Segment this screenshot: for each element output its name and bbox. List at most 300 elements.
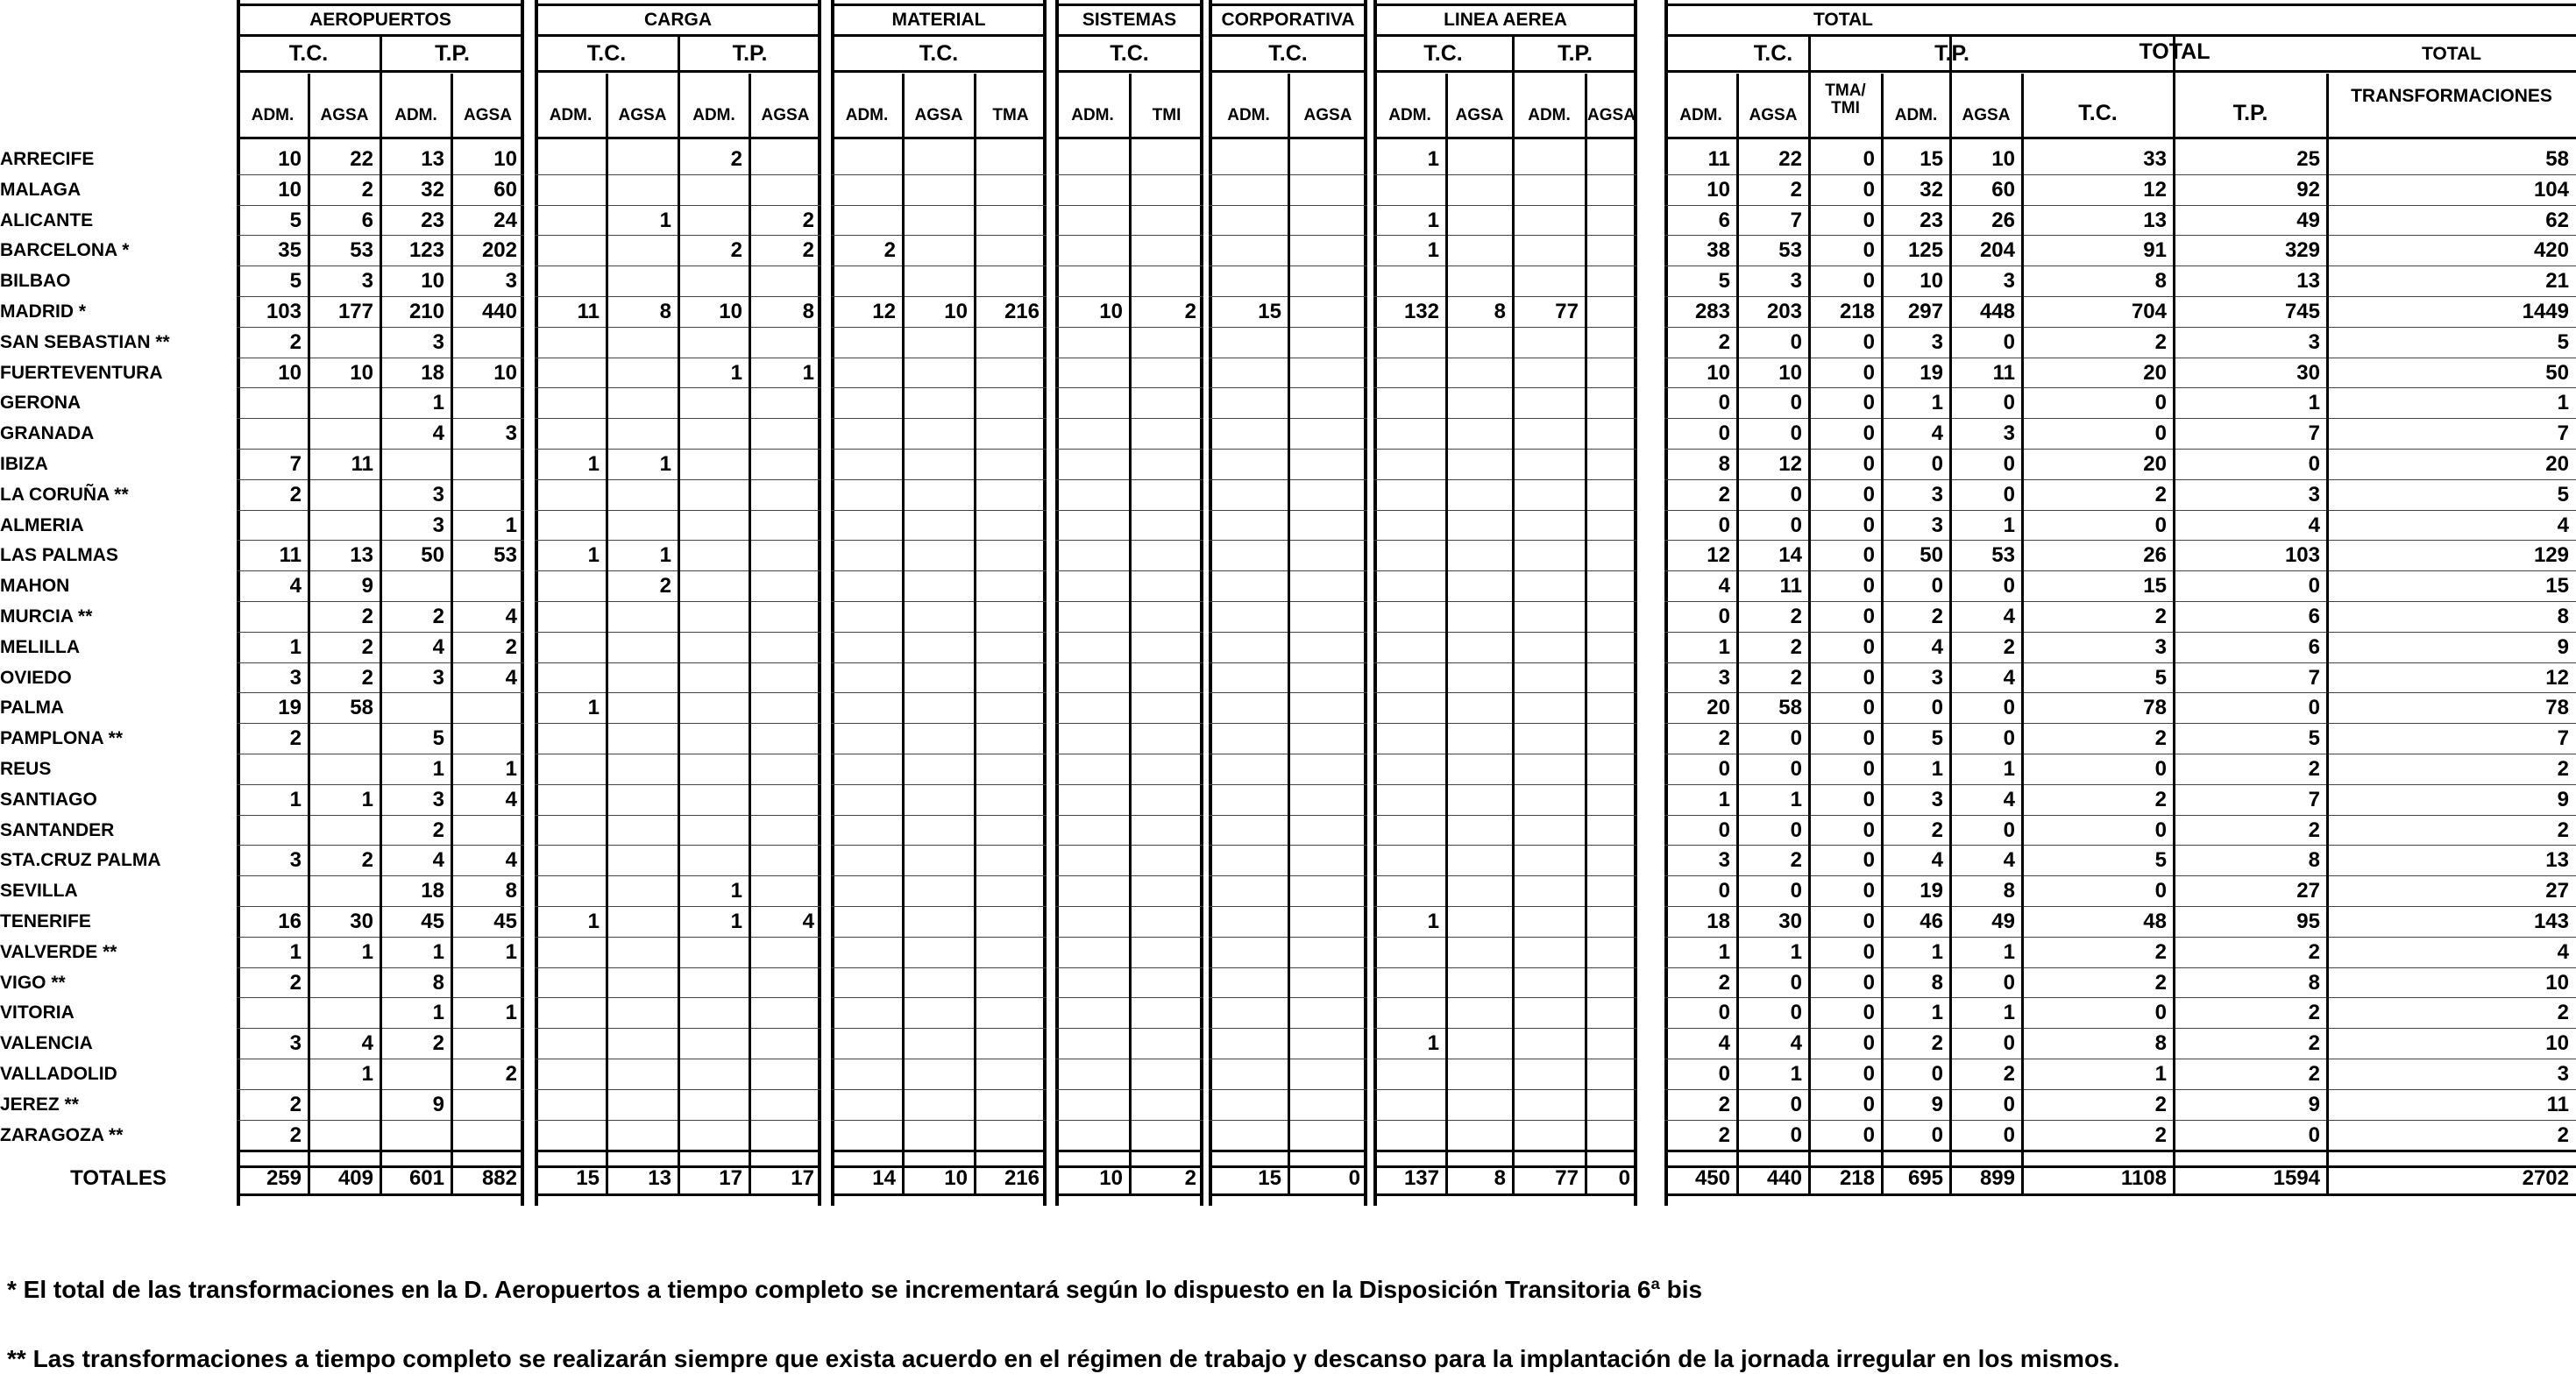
table-cell: 0 [1718, 1062, 1730, 1086]
table-cell: 91 [2143, 238, 2167, 263]
totals-cell: 0 [1348, 1166, 1360, 1191]
table-cell: 0 [1863, 513, 1875, 537]
row-label: LA CORUÑA ** [0, 484, 129, 505]
table-cell: 20 [2143, 360, 2167, 385]
table-cell: 2 [1790, 605, 1802, 628]
row-label: VITORIA [0, 1002, 75, 1023]
table-cell: 1 [1427, 208, 1439, 232]
table-cell: 12 [872, 300, 896, 323]
table-cell: 0 [1863, 391, 1875, 415]
rule-line [1373, 662, 1637, 663]
table-cell: 0 [1863, 757, 1875, 781]
table-cell: 4 [505, 787, 517, 811]
table-cell: 0 [2003, 1092, 2015, 1116]
table-cell: 0 [1790, 482, 1802, 506]
rule-line [831, 174, 1047, 175]
totals-cell: 218 [1839, 1166, 1875, 1191]
table-cell: 9 [2557, 787, 2569, 811]
column-header: AGSA [1962, 106, 2011, 124]
table-cell: 11 [1707, 147, 1730, 171]
row-label: VALVERDE ** [0, 941, 117, 962]
totals-cell: 14 [872, 1166, 896, 1191]
table-cell: 2 [2154, 329, 2167, 354]
table-cell: 23 [421, 208, 444, 232]
table-cell: 103 [266, 300, 302, 323]
table-cell: 2 [1790, 665, 1802, 690]
totals-cell: 695 [1907, 1166, 1943, 1191]
table-cell: 0 [2003, 818, 2015, 842]
table-cell: 15 [1920, 147, 1943, 171]
column-header: ADM. [549, 106, 593, 124]
table-cell: 0 [1863, 482, 1875, 506]
table-cell: 283 [1694, 300, 1730, 323]
column-header: AGSA [320, 106, 369, 124]
table-cell: 1 [659, 208, 671, 232]
row-label: SEVILLA [0, 881, 78, 902]
table-cell: 0 [1863, 1092, 1875, 1116]
table-cell: 0 [1863, 939, 1875, 964]
table-cell: 2 [2154, 970, 2167, 995]
table-cell: 5 [2154, 665, 2167, 690]
footnote-1: * El total de las transformaciones en la D. Aeropuertos a tiempo completo se incrementará según lo dispuesto en la Disposición Transitoria 6ª bis [7, 1276, 1703, 1303]
rule-line [1373, 632, 1637, 633]
rule-line [237, 1193, 524, 1196]
totals-cell: 440 [1766, 1166, 1802, 1191]
table-cell: 129 [2533, 543, 2569, 568]
table-cell: 2 [2308, 1031, 2320, 1056]
column-divider [1445, 74, 1448, 1193]
table-cell: 13 [2545, 848, 2569, 873]
table-block-frame [1373, 0, 1637, 1206]
row-label: PALMA [0, 698, 65, 719]
row-label: OVIEDO [0, 667, 72, 688]
table-cell: 2 [2557, 818, 2569, 842]
table-cell: 8 [659, 300, 671, 323]
rule-line [831, 540, 1047, 541]
table-cell: 50 [2545, 360, 2569, 385]
table-cell: 210 [408, 300, 444, 323]
table-cell: 7 [2557, 726, 2569, 751]
table-cell: 2 [1718, 726, 1730, 751]
column-header: ADM. [1894, 106, 1938, 124]
group-header: LINEA AEREA [1444, 10, 1567, 30]
table-cell: 2 [361, 605, 373, 628]
table-cell: 1 [587, 910, 600, 933]
table-cell: 3 [432, 787, 444, 811]
totals-cell: 216 [1004, 1166, 1040, 1191]
table-cell: 4 [1931, 421, 1943, 446]
table-cell: 4 [432, 421, 444, 446]
rule-line [831, 479, 1047, 480]
rule-line [831, 449, 1047, 450]
table-cell: 12 [1778, 452, 1802, 476]
table-cell: 0 [2003, 574, 2015, 598]
footnote-2: ** Las transformaciones a tiempo completo se realizarán siempre que exista acuerdo en el régimen de trabajo y descanso para la implantación de la jornada irregular en los mismos. [7, 1345, 2120, 1372]
table-cell: 1 [1931, 1001, 1943, 1025]
rule-line [831, 875, 1047, 876]
table-cell: 5 [2154, 848, 2167, 873]
subgroup-header: T.P. [1558, 41, 1593, 66]
rule-line [831, 510, 1047, 511]
table-cell: 10 [1099, 300, 1123, 323]
group-header: CARGA [644, 10, 712, 30]
table-cell: 1449 [2522, 300, 2569, 323]
table-cell: 0 [1863, 696, 1875, 720]
table-cell: 1 [432, 1001, 444, 1025]
rule-line [1209, 1193, 1367, 1196]
table-cell: 0 [1790, 970, 1802, 995]
totals-cell: 17 [791, 1166, 814, 1191]
table-cell: 177 [337, 300, 373, 323]
column-header: ADM. [1071, 106, 1114, 124]
totals-cell: 882 [481, 1166, 517, 1191]
table-cell: 10 [1991, 147, 2015, 171]
table-cell: 0 [2003, 329, 2015, 354]
table-cell: 1 [1931, 391, 1943, 415]
table-cell: 15 [1258, 300, 1281, 323]
row-label: ZARAGOZA ** [0, 1124, 124, 1145]
table-cell: 3 [361, 269, 373, 294]
table-cell: 53 [1991, 543, 2015, 568]
column-header: ADM. [1679, 106, 1722, 124]
table-cell: 0 [1790, 513, 1802, 537]
column-header: AGSA [761, 106, 810, 124]
table-cell: 0 [2308, 452, 2320, 476]
table-cell: 92 [2296, 177, 2320, 202]
table-cell: 1 [289, 939, 302, 964]
table-cell: 0 [2308, 574, 2320, 598]
table-cell: 2 [1718, 482, 1730, 506]
table-cell: 26 [2143, 543, 2167, 568]
table-cell: 32 [1920, 177, 1943, 202]
table-cell: 33 [2143, 147, 2167, 171]
table-cell: 3 [2003, 269, 2015, 294]
rule-line [1373, 601, 1637, 602]
table-cell: 0 [1718, 421, 1730, 446]
table-cell: 2 [289, 1092, 302, 1116]
row-label: BILBAO [0, 271, 71, 292]
rule-line [831, 418, 1047, 419]
table-cell: 23 [1920, 208, 1943, 232]
column-header: ADM. [1388, 106, 1431, 124]
table-cell: 2 [1718, 329, 1730, 354]
table-cell: 10 [350, 360, 373, 385]
table-cell: 2 [432, 605, 444, 628]
table-cell: 0 [1790, 879, 1802, 903]
table-cell: 1 [659, 543, 671, 568]
table-cell: 4 [361, 1031, 373, 1056]
table-cell: 2 [289, 329, 302, 354]
table-cell: 1 [1427, 910, 1439, 933]
table-cell: 3 [1931, 329, 1943, 354]
rule-line [1373, 815, 1637, 816]
rule-line [831, 937, 1047, 938]
table-cell: 3 [2557, 1062, 2569, 1086]
table-cell: 10 [278, 177, 302, 202]
table-cell: 1 [1790, 939, 1802, 964]
table-cell: 0 [1931, 696, 1943, 720]
table-cell: 0 [1863, 787, 1875, 811]
table-cell: 2 [2003, 634, 2015, 659]
table-cell: 0 [1863, 848, 1875, 873]
column-divider [1585, 74, 1587, 1193]
table-cell: 2 [2154, 787, 2167, 811]
table-cell: 10 [493, 360, 517, 385]
table-cell: 5 [1718, 269, 1730, 294]
table-cell: 2 [1790, 634, 1802, 659]
table-cell: 1 [361, 787, 373, 811]
table-cell: 4 [432, 848, 444, 873]
table-cell: 2 [730, 238, 742, 263]
column-header: ADM. [845, 106, 889, 124]
table-cell: 8 [1494, 300, 1506, 323]
table-cell: 0 [1863, 634, 1875, 659]
table-cell: 216 [1004, 300, 1040, 323]
table-cell: 19 [1920, 360, 1943, 385]
table-cell: 6 [2308, 634, 2320, 659]
subgroup-header: T.C. [919, 41, 959, 66]
totals-cell: 259 [266, 1166, 302, 1191]
table-cell: 50 [421, 543, 444, 568]
table-cell: 1 [802, 360, 814, 385]
table-cell: 38 [1707, 238, 1730, 263]
table-cell: 1 [2003, 513, 2015, 537]
table-cell: 24 [493, 208, 517, 232]
table-cell: 2 [2154, 1123, 2167, 1147]
column-header: ADM. [251, 106, 295, 124]
table-cell: 1 [505, 757, 517, 781]
table-cell: 2 [2557, 1001, 2569, 1025]
rule-line [1664, 1150, 2576, 1152]
table-cell: 4 [2003, 787, 2015, 811]
table-cell: 3 [2308, 482, 2320, 506]
table-cell: 1 [505, 513, 517, 537]
table-cell: 0 [2154, 757, 2167, 781]
table-cell: 0 [1790, 726, 1802, 751]
table-cell: 11 [2546, 1092, 2569, 1116]
table-cell: 53 [493, 543, 517, 568]
row-label: STA.CRUZ PALMA [0, 850, 161, 871]
table-cell: 58 [350, 696, 373, 720]
row-label: IBIZA [0, 454, 48, 474]
table-cell: 0 [1863, 238, 1875, 263]
table-cell: 0 [2154, 513, 2167, 537]
table-cell: 22 [350, 147, 373, 171]
rule-line [831, 387, 1047, 388]
table-cell: 0 [1790, 1123, 1802, 1147]
table-cell: 27 [2296, 879, 2320, 903]
table-cell: 2 [659, 574, 671, 598]
table-cell: 2 [361, 665, 373, 690]
table-cell: 3 [432, 329, 444, 354]
table-cell: 0 [2154, 879, 2167, 903]
table-cell: 9 [2557, 634, 2569, 659]
table-cell: 3 [432, 665, 444, 690]
rule-line [1373, 449, 1637, 450]
table-cell: 11 [351, 452, 373, 476]
table-cell: 10 [421, 269, 444, 294]
subgroup-header: T.P. [435, 41, 470, 66]
table-cell: 0 [2308, 696, 2320, 720]
table-cell: 103 [2284, 543, 2320, 568]
table-cell: 0 [2003, 696, 2015, 720]
table-cell: 9 [361, 574, 373, 598]
table-cell: 7 [2308, 787, 2320, 811]
table-cell: 10 [1707, 177, 1730, 202]
table-cell: 27 [2545, 879, 2569, 903]
table-cell: 1 [1427, 238, 1439, 263]
table-cell: 4 [2308, 513, 2320, 537]
rule-line [1373, 387, 1637, 388]
table-cell: 2 [2154, 605, 2167, 628]
table-cell: 1 [587, 696, 600, 720]
table-cell: 30 [2296, 360, 2320, 385]
table-cell: 4 [1718, 1031, 1730, 1056]
rule-line [1373, 570, 1637, 571]
table-cell: 2 [730, 147, 742, 171]
table-cell: 104 [2533, 177, 2569, 202]
row-label: VALLADOLID [0, 1064, 117, 1084]
rule-line [831, 723, 1047, 724]
table-cell: 2 [2557, 1123, 2569, 1147]
table-cell: 5 [1931, 726, 1943, 751]
table-cell: 11 [1779, 574, 1802, 598]
rule-line [831, 845, 1047, 846]
table-cell: 10 [1707, 360, 1730, 385]
table-cell: 3 [289, 665, 302, 690]
table-cell: 0 [1863, 605, 1875, 628]
table-cell: 20 [1707, 696, 1730, 720]
table-cell: 9 [432, 1092, 444, 1116]
table-cell: 20 [2545, 452, 2569, 476]
subgroup-header: T.P. [1934, 41, 1969, 66]
table-cell: 0 [1718, 1001, 1730, 1025]
table-cell: 2 [1931, 605, 1943, 628]
table-cell: 3 [505, 269, 517, 294]
table-cell: 4 [1790, 1031, 1802, 1056]
table-cell: 202 [481, 238, 517, 263]
table-cell: 4 [2003, 848, 2015, 873]
table-cell: 10 [1778, 360, 1802, 385]
rule-line [831, 784, 1047, 785]
column-divider [902, 74, 905, 1193]
table-cell: 1 [730, 879, 742, 903]
table-cell: 12 [2545, 665, 2569, 690]
table-cell: 2 [2308, 757, 2320, 781]
rule-line [831, 570, 1047, 571]
column-divider [974, 74, 976, 1193]
table-cell: 3 [2308, 329, 2320, 354]
table-cell: 5 [2557, 482, 2569, 506]
table-cell: 16 [278, 910, 302, 933]
table-cell: 14 [1778, 543, 1802, 568]
table-cell: 78 [2143, 696, 2167, 720]
table-cell: 0 [1718, 513, 1730, 537]
table-cell: 1 [2003, 939, 2015, 964]
group-header: AEROPUERTOS [309, 10, 451, 30]
table-cell: 1 [2557, 391, 2569, 415]
rule-line [831, 1120, 1047, 1121]
rule-line [1373, 875, 1637, 876]
table-cell: 1 [361, 939, 373, 964]
rule-line [831, 1193, 1047, 1196]
table-cell: 20 [2143, 452, 2167, 476]
totals-cell: 15 [576, 1166, 600, 1191]
row-label: VIGO ** [0, 972, 66, 993]
table-cell: 0 [2003, 482, 2015, 506]
total-header: TOTAL [2139, 39, 2211, 64]
table-cell: 3 [505, 421, 517, 446]
rule-line [1664, 1193, 2576, 1196]
grand-total-header: TOTAL TRANSFORMACIONES [2351, 44, 2552, 106]
rule-line [1373, 1120, 1637, 1121]
column-header: ADM. [1528, 106, 1571, 124]
table-cell: 2 [2154, 726, 2167, 751]
table-cell: 9 [1931, 1092, 1943, 1116]
table-cell: 2 [2154, 939, 2167, 964]
table-cell: 1 [1931, 757, 1943, 781]
table-cell: 3 [289, 848, 302, 873]
table-cell: 4 [1931, 634, 1943, 659]
column-divider [1288, 74, 1290, 1193]
rule-line [1373, 723, 1637, 724]
table-cell: 3 [432, 513, 444, 537]
column-header: TMI [1152, 106, 1182, 124]
column-header: AGSA [914, 106, 963, 124]
table-cell: 704 [2131, 300, 2167, 323]
table-cell: 440 [481, 300, 517, 323]
table-cell: 1 [1790, 1062, 1802, 1086]
table-cell: 11 [1992, 360, 2015, 385]
table-cell: 0 [1863, 208, 1875, 232]
table-cell: 1 [659, 452, 671, 476]
rule-line [1373, 137, 1637, 139]
totals-cell: 2 [1184, 1166, 1196, 1191]
rule-line [831, 1089, 1047, 1090]
table-cell: 30 [1778, 910, 1802, 933]
table-cell: 25 [2296, 147, 2320, 171]
table-cell: 2 [2154, 482, 2167, 506]
table-cell: 2 [2557, 757, 2569, 781]
table-cell: 0 [2154, 1001, 2167, 1025]
table-cell: 1 [289, 787, 302, 811]
group-header: MATERIAL [891, 10, 986, 30]
table-cell: 7 [289, 452, 302, 476]
table-cell: 1 [432, 757, 444, 781]
table-cell: 2 [1184, 300, 1196, 323]
table-cell: 2 [1931, 1031, 1943, 1056]
table-cell: 3 [1718, 665, 1730, 690]
table-cell: 0 [1790, 1001, 1802, 1025]
table-cell: 8 [2154, 269, 2167, 294]
rule-line [1373, 1150, 1637, 1152]
table-cell: 1 [361, 1062, 373, 1086]
table-cell: 2 [432, 818, 444, 842]
table-cell: 58 [2545, 147, 2569, 171]
table-cell: 1 [2003, 1001, 2015, 1025]
totals-cell: 2702 [2522, 1166, 2569, 1191]
table-cell: 4 [2003, 605, 2015, 628]
table-cell: 4 [802, 910, 814, 933]
table-cell: 12 [2143, 177, 2167, 202]
column-header: AGSA [1303, 106, 1352, 124]
table-cell: 0 [1931, 1062, 1943, 1086]
table-cell: 35 [278, 238, 302, 263]
table-cell: 30 [350, 910, 373, 933]
table-cell: 448 [1979, 300, 2015, 323]
table-cell: 0 [1863, 1062, 1875, 1086]
table-cell: 8 [2308, 848, 2320, 873]
